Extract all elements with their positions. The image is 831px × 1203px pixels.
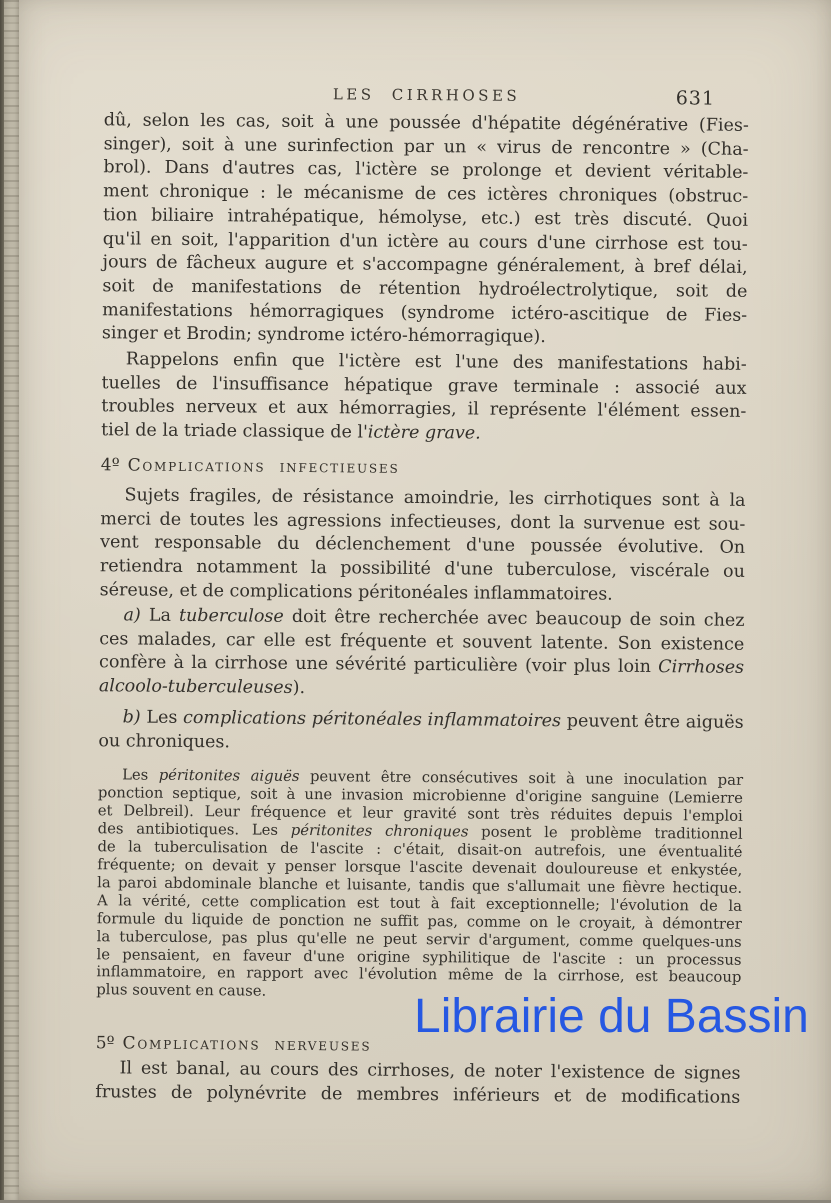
text-segment: la tuberculose, pas plus qu'elle ne peut servir d'argument, comme quelques-uns [96,927,742,951]
text-segment: singer et Brodin; syndrome ictéro-hémorragique). [101,323,546,348]
text-segment: Les [140,707,184,728]
text-segment: ou chroniques. [98,730,231,753]
italic-text-segment: ictère grave. [367,422,481,444]
text-segment: la paroi abdominale blanche et luisante, tandis que s'allumait une fièvre hectique. [97,873,743,897]
heading-number: 4º [100,455,120,476]
body-paragraph-rappelons [101,348,747,448]
italic-text-segment: Cirrhoses [658,657,745,679]
text-segment: fréquente; on devait y penser lorsque l'ascite devenait douloureuse et enkystée, [97,855,743,879]
text-segment: ponction septique, soit à une invasion microbienne d'origine sanguine (Lemierre [97,784,744,807]
italic-text-segment: péritonites chroniques [290,821,469,841]
text-segment: séreuse, et de complications péritonéales inflammatoires. [99,580,613,605]
text-segment: dû, selon les cas, soit à une poussée d'hépatite dégénérative (Fies- [103,110,749,136]
text-segment: singer), soit à une surinfection par un « virus de rencontre » (Cha- [103,133,749,160]
running-header [104,83,749,111]
heading-number: 5º [95,1033,115,1054]
italic-text-segment: alcoolo-tuberculeuses [98,676,293,699]
text-segment: tion biliaire intrahépatique, hémolyse, etc.) est très discuté. Quoi [102,205,749,231]
text-segment: ces malades, car elle est fréquente et souvent latente. Son existence [99,628,745,655]
text-segment: ment chronique : le mécanisme de ces ictères chroniques (obstruc- [103,181,749,207]
text-segment: tiel de la triade classique de l' [101,420,368,443]
text-segment: tuelles de l'insuffisance hépatique grave terminale : associé aux [101,372,747,399]
italic-text-segment: b) [122,707,141,728]
text-segment: troubles nerveux et aux hémorragies, il représente l'élément essen- [101,396,747,423]
bookseller-watermark: Librairie du Bassin [414,990,809,1043]
text-segment: vent responsable du déclenchement d'une poussée évolutive. On [100,532,746,559]
text-segment: qu'il en soit, l'apparition d'un ictère au cours d'une cirrhose est tou- [102,228,748,255]
text-segment: Sujets fragiles, de résistance amoindrie, les cirrhotiques sont à la [124,485,746,511]
text-segment: et Delbreil). Leur fréquence et leur gravité sont très réduites depuis l'emploi [97,802,743,825]
page-edge-texture [0,0,19,1200]
body-paragraph-icterus [102,109,749,352]
page-number: 631 [675,87,716,110]
text-segment: confère à la cirrhose une sévérité particulière (voir plus loin [99,652,659,678]
italic-text-segment: tuberculose [178,605,284,627]
text-segment: inflammatoire, en rapport avec l'évolution même de la cirrhose, est beaucoup [96,963,742,987]
text-segment: merci de toutes les agressions infectieuses, dont la survenue est sou- [100,508,746,535]
text-segment: A la vérité, cette complication est tout à fait exceptionnelle; l'évolution de la [96,891,743,915]
running-title: LES CIRRHOSES [332,85,521,105]
heading-title: Complications nerveuses [122,1033,372,1056]
body-paragraph-il-est-banal [95,1057,740,1110]
body-paragraph-b-complications-peritoneales [98,706,743,759]
text-line [95,1081,740,1110]
text-segment: manifestations hémorragiques (syndrome ictéro-ascitique de Fies- [102,299,748,326]
italic-text-segment: a) [123,605,141,626]
text-segment: plus souvent en cause. [96,981,267,1001]
text-segment: le pensaient, en faveur d'une origine syphilitique de l'ascite : un processus [96,945,742,969]
text-segment: des antibiotiques. Les [97,820,291,839]
text-segment: retiendra notamment la possibilité d'une tuberculose, viscérale ou [99,556,745,582]
italic-text-segment: péritonites aiguës [158,766,300,785]
text-segment: peuvent être aiguës [560,711,744,733]
text-segment: formule du liquide de ponction ne suffit pas, comme on le croyait, à démontrer [96,909,742,933]
text-segment: brol). Dans d'autres cas, l'ictère se prolonge et devient véritable- [103,157,749,184]
body-paragraph-sujets-fragiles [100,484,746,608]
heading-title: Complications infectieuses [127,455,400,478]
italic-text-segment: complications péritonéales inflammatoires [182,707,562,732]
text-segment: Rappelons enfin que l'ictère est l'une des manifestations habi- [125,349,747,375]
text-segment: La [140,605,180,626]
text-segment: ). [292,678,306,699]
text-segment: peuvent être consécutives soit à une inoculation par [299,767,744,789]
text-segment: Il est banal, au cours des cirrhoses, de noter l'existence de signes [119,1058,741,1084]
text-segment: frustes de polynévrite de membres inférieurs et de modifications [95,1081,741,1108]
body-paragraph-a-tuberculose [99,604,745,704]
text-segment: jours de fâcheux augure et s'accompagne généralement, à bref délai, [102,252,748,279]
text-segment: de la tuberculisation de l'ascite : c'était, disait-on autrefois, une éventualité [97,838,743,861]
text-segment: Les [122,766,159,784]
text-segment: posent le problème traditionnel [468,823,743,843]
small-print-paragraph-peritonites [96,766,743,1005]
section-heading-4-complications-infectieuses [101,455,746,481]
text-segment: doit être recherchée avec beaucoup de soin chez [283,606,745,631]
text-segment: soit de manifestations de rétention hydroélectrolytique, soit de [102,276,748,302]
